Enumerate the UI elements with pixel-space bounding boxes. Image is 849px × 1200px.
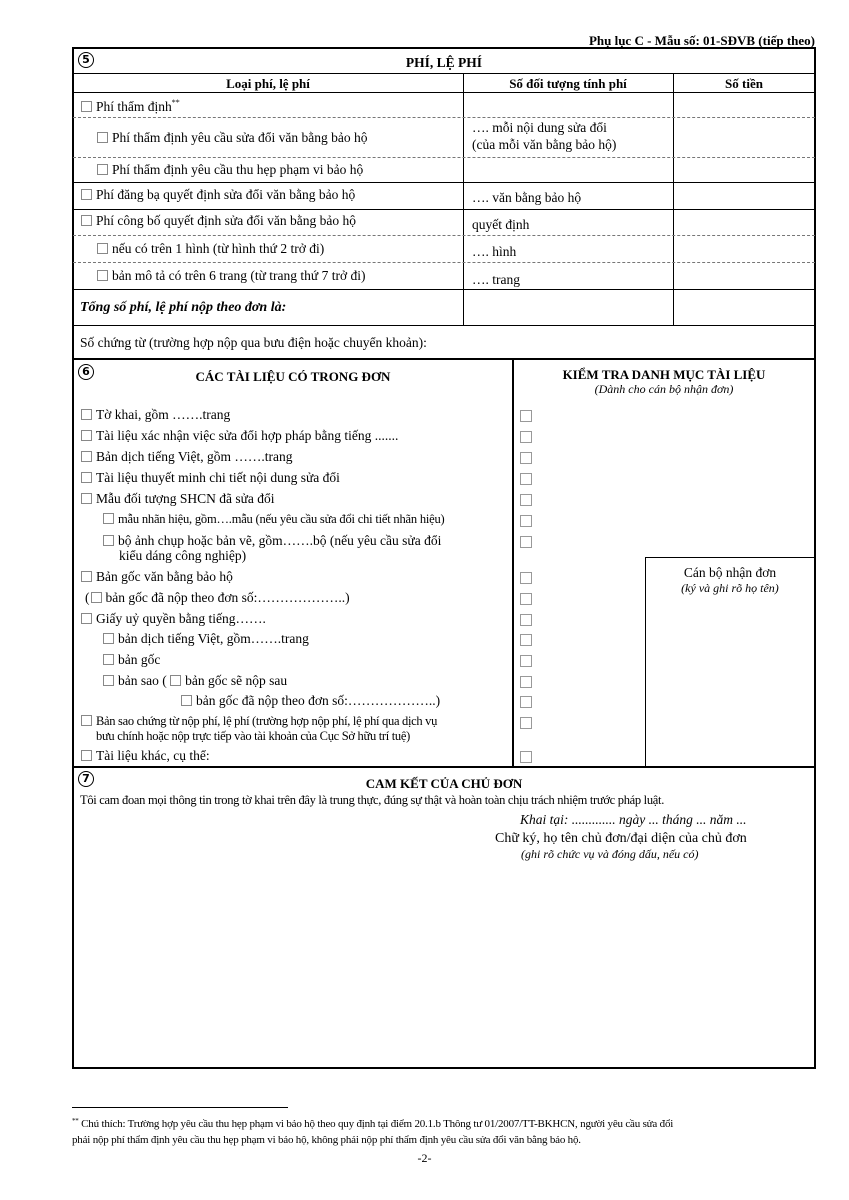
fee-publication-count: quyết định <box>472 217 530 232</box>
section-7-number: 7 <box>78 771 94 787</box>
doc-poa-copy-checkbox[interactable] <box>103 675 114 686</box>
checklist-title: KIỂM TRA DANH MỤC TÀI LIỆU <box>562 367 766 382</box>
doc-photo-set-checkbox[interactable] <box>103 535 114 546</box>
check-original-submitted[interactable] <box>520 593 532 605</box>
checklist-subtitle: (Dành cho cán bộ nhận đơn) <box>594 382 734 396</box>
fee-appraisal-checkbox[interactable] <box>81 101 92 112</box>
label: Chú thích: Trường hợp yêu cầu thu hẹp phạm vi bảo hộ theo quy định tại điểm 20.1.b Thông tư 01/2007/TT-BKHCN, người yêu cầu sửa đổi <box>81 1118 674 1130</box>
fee-amendment-checkbox[interactable] <box>97 132 108 143</box>
check-poa-original[interactable] <box>520 655 532 667</box>
page-number: -2- <box>417 1151 432 1165</box>
check-photo-set[interactable] <box>520 536 532 548</box>
divider <box>73 235 815 236</box>
fee-extra-images-checkbox[interactable] <box>97 243 108 254</box>
doc-original-submitted-checkbox[interactable] <box>91 592 102 603</box>
divider <box>512 358 514 766</box>
label: Phí thẩm định <box>96 99 172 114</box>
divider <box>73 182 815 183</box>
section-5-number: 5 <box>78 52 94 68</box>
doc-item-photo-set <box>103 534 441 549</box>
divider <box>73 117 815 118</box>
doc-item-original-submitted: ( bản gốc đã nộp theo đơn số:………………..) <box>85 590 350 605</box>
label: Bản sao chứng từ nộp phí, lệ phí (trường hợp nộp phí, lệ phí qua dịch vụ <box>96 714 438 728</box>
fee-extra-pages-count: …. trang <box>472 272 520 287</box>
label: Bản gốc văn bằng bảo hộ <box>96 569 233 584</box>
check-original-patent[interactable] <box>520 572 532 584</box>
check-trademark-sample[interactable] <box>520 515 532 527</box>
doc-item-fee-receipt-cont: bưu chính hoặc nộp trực tiếp vào tài khoản của Cục Sở hữu trí tuệ) <box>96 729 410 743</box>
doc-declaration-checkbox[interactable] <box>81 409 92 420</box>
label: bản sao ( <box>118 673 167 688</box>
place-date-line: Khai tại: ............. ngày ... tháng ... năm ... <box>520 812 747 827</box>
divider <box>73 262 815 263</box>
fee-publication-checkbox[interactable] <box>81 215 92 226</box>
fee-amendment-count-line2: (của mỗi văn bằng bảo hộ) <box>472 137 617 152</box>
doc-item-other <box>81 749 210 764</box>
doc-item-explanation <box>81 471 340 486</box>
table-left-border <box>72 47 74 1068</box>
doc-item-poa-original <box>103 653 160 668</box>
section-5-title: PHÍ, LỆ PHÍ <box>405 55 483 70</box>
section-6-number: 6 <box>78 364 94 380</box>
doc-item-trademark-sample <box>103 513 445 527</box>
check-power-of-attorney[interactable] <box>520 614 532 626</box>
label: ** <box>171 98 180 107</box>
label: nếu có trên 1 hình (từ hình thứ 2 trở đi) <box>112 241 325 256</box>
doc-item-fee-receipt <box>81 715 437 729</box>
doc-item-poa-original-submitted <box>181 694 440 709</box>
label: Phí đăng bạ quyết định sửa đổi văn bằng bảo hộ <box>96 187 356 202</box>
label: Tài liệu xác nhận việc sửa đổi hợp pháp bằng tiếng ....... <box>96 428 399 443</box>
signature-label: Chữ ký, họ tên chủ đơn/đại diện của chủ đơn <box>495 831 747 846</box>
doc-legal-confirmation-checkbox[interactable] <box>81 430 92 441</box>
check-explanation[interactable] <box>520 473 532 485</box>
label: Tài liệu thuyết minh chi tiết nội dung sửa đổi <box>96 470 340 485</box>
doc-item-original-patent <box>81 570 233 585</box>
section-6-title: CÁC TÀI LIỆU CÓ TRONG ĐƠN <box>195 369 391 384</box>
label: Bản dịch tiếng Việt, gồm …….trang <box>96 449 293 464</box>
fee-row-extra-images <box>97 242 324 257</box>
commitment-statement: Tôi cam đoan mọi thông tin trong tờ khai trên đây là trung thực, đúng sự thật và hoàn toàn chịu trách nhiệm trước pháp luật. <box>80 793 665 807</box>
fee-amendment-count-line1: …. mỗi nội dung sửa đổi <box>472 120 607 135</box>
doc-item-power-of-attorney <box>81 612 266 627</box>
label: Giấy uỷ quyền bằng tiếng……. <box>96 611 266 626</box>
doc-item-poa-copy <box>103 674 287 689</box>
check-poa-translation[interactable] <box>520 634 532 646</box>
check-declaration[interactable] <box>520 410 532 422</box>
doc-explanation-checkbox[interactable] <box>81 472 92 483</box>
col-fee-amount: Số tiền <box>725 76 763 91</box>
divider <box>645 557 815 558</box>
divider <box>73 289 815 290</box>
divider <box>73 209 815 210</box>
doc-poa-original-submitted-checkbox[interactable] <box>181 695 192 706</box>
divider <box>73 358 815 360</box>
footnote-line2: phải nộp phí thẩm định yêu cầu thu hẹp phạm vi bảo hộ, không phải nộp phí thẩm định yêu cầu sửa đổi văn bằng bảo hộ. <box>72 1134 581 1146</box>
fee-row-publication <box>81 214 356 229</box>
fee-row-extra-pages <box>97 269 365 284</box>
divider <box>73 92 815 93</box>
fee-row-amendment <box>97 131 368 146</box>
label: bản gốc đã nộp theo đơn số:………………..) <box>196 693 441 708</box>
label: bản mô tả có trên 6 trang (từ trang thứ 7 trở đi) <box>112 268 366 283</box>
check-modified-sample[interactable] <box>520 494 532 506</box>
section-7-title: CAM KẾT CỦA CHỦ ĐƠN <box>365 776 523 791</box>
col-fee-count: Số đối tượng tính phí <box>509 76 627 91</box>
fee-narrowing-checkbox[interactable] <box>97 164 108 175</box>
fee-extra-pages-checkbox[interactable] <box>97 270 108 281</box>
label: Phí thẩm định yêu cầu sửa đổi văn bằng bảo hộ <box>112 130 368 145</box>
doc-item-legal-confirmation <box>81 429 398 444</box>
label: Phí thẩm định yêu cầu thu hẹp phạm vi bảo hộ <box>112 162 364 177</box>
receipt-number-label: Số chứng từ (trường hợp nộp qua bưu điện hoặc chuyển khoản): <box>80 335 427 350</box>
fee-row-registration <box>81 188 355 203</box>
doc-item-photo-set-cont: kiểu dáng công nghiệp) <box>119 548 247 563</box>
total-fee-label: Tổng số phí, lệ phí nộp theo đơn là: <box>80 300 287 315</box>
doc-other-checkbox[interactable] <box>81 750 92 761</box>
doc-item-modified-sample <box>81 492 275 507</box>
doc-modified-sample-checkbox[interactable] <box>81 493 92 504</box>
doc-vn-translation-checkbox[interactable] <box>81 451 92 462</box>
label: bản gốc sẽ nộp sau <box>185 673 288 688</box>
check-poa-original-submitted[interactable] <box>520 696 532 708</box>
divider <box>73 157 815 158</box>
doc-poa-translation-checkbox[interactable] <box>103 633 114 644</box>
divider <box>73 73 815 74</box>
fee-row-narrowing <box>97 163 363 178</box>
doc-trademark-sample-checkbox[interactable] <box>103 513 114 524</box>
check-legal-confirmation[interactable] <box>520 431 532 443</box>
label: Phí công bố quyết định sửa đổi văn bằng bảo hộ <box>96 213 357 228</box>
table-bottom-border <box>72 1067 816 1069</box>
col-fee-type: Loại phí, lệ phí <box>226 76 310 91</box>
receiver-subtitle: (ký và ghi rõ họ tên) <box>681 581 779 595</box>
form-code-header: Phụ lục C - Mẫu số: 01-SĐVB (tiếp theo) <box>588 33 815 48</box>
label: bản gốc đã nộp theo đơn số:………………..) <box>105 590 350 605</box>
check-other[interactable] <box>520 751 532 763</box>
doc-item-vn-translation <box>81 450 293 465</box>
table-top-border <box>72 47 816 49</box>
label: bản dịch tiếng Việt, gồm…….trang <box>118 631 309 646</box>
footnote-line1 <box>72 1118 673 1130</box>
doc-item-declaration <box>81 408 230 423</box>
divider <box>73 766 815 768</box>
label: ** <box>72 1117 79 1125</box>
receiver-title: Cán bộ nhận đơn <box>683 565 777 580</box>
doc-original-patent-checkbox[interactable] <box>81 571 92 582</box>
fee-extra-images-count: …. hình <box>472 244 517 259</box>
doc-power-of-attorney-checkbox[interactable] <box>81 613 92 624</box>
label: bản gốc <box>118 652 161 667</box>
label: Mẫu đối tượng SHCN đã sửa đổi <box>96 491 275 506</box>
fee-row-appraisal <box>81 99 180 115</box>
doc-poa-original-later-checkbox[interactable] <box>170 675 181 686</box>
fee-registration-checkbox[interactable] <box>81 189 92 200</box>
signature-note: (ghi rõ chức vụ và đóng dấu, nếu có) <box>521 847 699 861</box>
label: Tài liệu khác, cụ thể: <box>96 748 210 763</box>
fee-registration-count: …. văn bằng bảo hộ <box>472 190 582 205</box>
divider <box>73 325 815 326</box>
label: Tờ khai, gồm …….trang <box>96 407 231 422</box>
doc-poa-original-checkbox[interactable] <box>103 654 114 665</box>
label: mẫu nhãn hiệu, gồm….mẫu (nếu yêu cầu sửa đổi chi tiết nhãn hiệu) <box>118 512 445 526</box>
check-vn-translation[interactable] <box>520 452 532 464</box>
check-poa-copy[interactable] <box>520 676 532 688</box>
footnote-separator <box>72 1107 288 1108</box>
label: bộ ảnh chụp hoặc bản vẽ, gồm…….bộ (nếu yêu cầu sửa đổi <box>118 533 442 548</box>
doc-item-poa-translation <box>103 632 309 647</box>
check-fee-receipt[interactable] <box>520 717 532 729</box>
doc-fee-receipt-checkbox[interactable] <box>81 715 92 726</box>
